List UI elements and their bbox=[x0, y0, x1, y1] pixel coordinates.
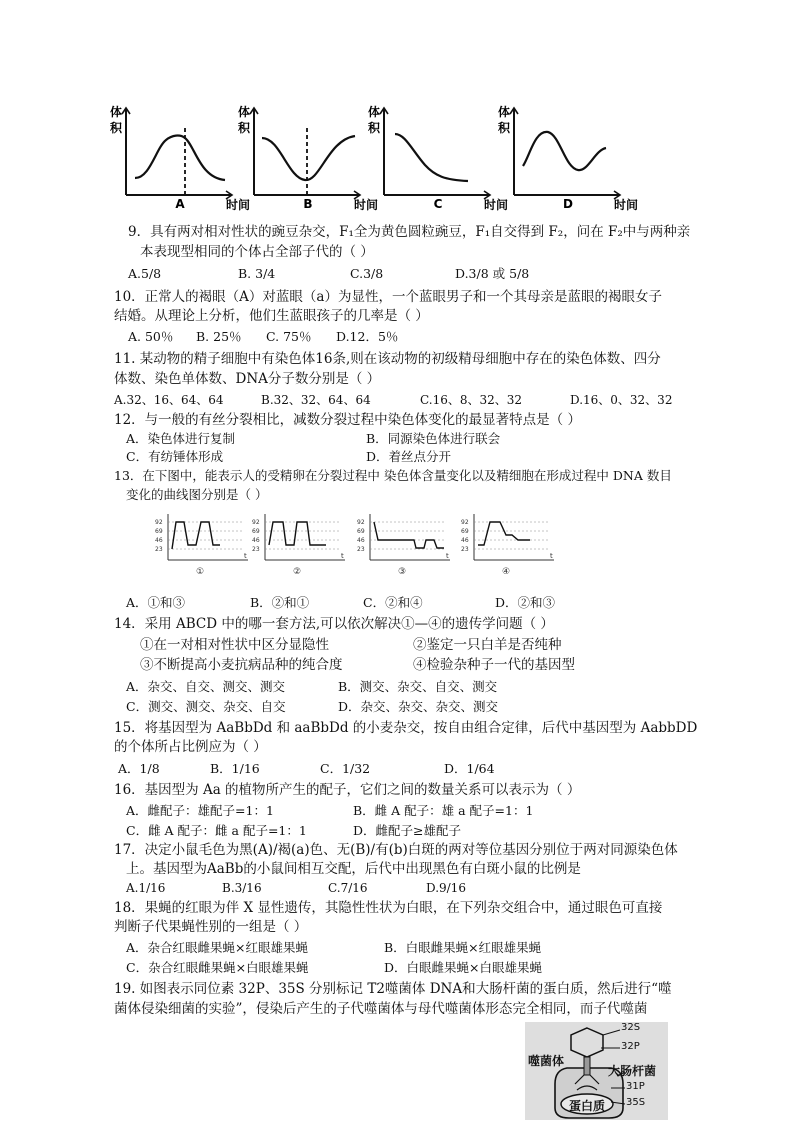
q13-option-a[interactable]: A．①和③ bbox=[126, 595, 186, 610]
q14-item-1: ①在一对相对性状中区分显隐性 bbox=[140, 637, 329, 653]
phage-figure bbox=[525, 1022, 668, 1120]
q16-option-d[interactable]: D．雌配子≥雄配子 bbox=[353, 823, 461, 838]
panel-label: D bbox=[563, 197, 573, 211]
t-axis-label: t bbox=[446, 552, 449, 560]
q13-curve bbox=[172, 522, 220, 549]
y-label-top: 体 bbox=[498, 105, 511, 119]
y-label-top: 体 bbox=[368, 105, 381, 119]
q13-curve bbox=[478, 522, 530, 545]
volume-curve bbox=[395, 134, 468, 181]
y-label-top: 体 bbox=[238, 105, 251, 119]
q11-option-b[interactable]: B.32、32、64、64 bbox=[261, 393, 371, 407]
q11-stem-2: 体数、染色单体数、DNA分子数分别是（ ） bbox=[114, 371, 381, 387]
y-tick-label: 23 bbox=[357, 546, 365, 553]
volume-curve bbox=[523, 132, 606, 170]
q17-option-c[interactable]: C.7/16 bbox=[328, 881, 368, 895]
y-tick-label: 92 bbox=[461, 519, 469, 526]
q13-stem-1: 13．在下图中，能表示人的受精卵在分裂过程中 染色体含量变化以及精细胞在形成过程中 DNA 数目 bbox=[114, 468, 672, 483]
q18-option-c[interactable]: C．杂合红眼雌果蝇×白眼雄果蝇 bbox=[126, 960, 309, 975]
q10-stem-2: 结婚。从理论上分析，他们生蓝眼孩子的几率是（ ） bbox=[114, 308, 429, 324]
x-axis-label: 时间 bbox=[354, 198, 379, 212]
q12-stem: 12．与一般的有丝分裂相比，减数分裂过程中染色体变化的最显著特点是（ ） bbox=[114, 412, 581, 428]
q12-option-c[interactable]: C．有纺锤体形成 bbox=[126, 449, 224, 464]
t-axis-label: t bbox=[244, 552, 247, 560]
x-axis-label: 时间 bbox=[614, 198, 639, 212]
y-tick-label: 92 bbox=[252, 519, 260, 526]
t-axis-label: t bbox=[550, 552, 553, 560]
q14-option-b[interactable]: B．测交、杂交、自交、测交 bbox=[338, 679, 498, 694]
x-axis-label: 时间 bbox=[484, 198, 509, 212]
y-label-bottom: 积 bbox=[498, 121, 511, 135]
q14-stem: 14．采用 ABCD 中的哪一套方法,可以依次解决①—④的遗传学问题（ ） bbox=[114, 616, 554, 632]
volume-graph-b bbox=[238, 104, 381, 212]
volume-curve bbox=[135, 136, 225, 180]
q19-stem-1: 19. 如图表示同位素 32P、35S 分别标记 T2噬菌体 DNA和大肠杆菌的蛋白质，然后进行“噬 bbox=[114, 981, 672, 997]
label-31p: 31P bbox=[626, 1081, 645, 1092]
q10-option-b[interactable]: B. 25％ bbox=[196, 329, 242, 344]
q9-option-d[interactable]: D.3/8 或 5/8 bbox=[455, 266, 530, 281]
q13-graph-4 bbox=[461, 514, 554, 577]
q15-option-c[interactable]: C．1/32 bbox=[320, 761, 371, 776]
q15-option-b[interactable]: B．1/16 bbox=[210, 761, 260, 776]
q10-option-c[interactable]: C. 75％ bbox=[266, 329, 312, 344]
q12-option-b[interactable]: B．同源染色体进行联会 bbox=[366, 431, 501, 446]
q15-stem-1: 15．将基因型为 AaBbDd 和 aaBbDd 的小麦杂交，按自由组合定律，后代中基因型为 AabbDD bbox=[114, 720, 698, 736]
q14-option-c[interactable]: C．测交、测交、杂交、自交 bbox=[126, 699, 286, 714]
q13-option-b[interactable]: B．②和① bbox=[250, 595, 310, 610]
graph-number-label: ② bbox=[292, 567, 302, 577]
y-label-bottom: 积 bbox=[368, 121, 381, 135]
q9-option-a[interactable]: A.5/8 bbox=[128, 266, 162, 281]
q17-stem-1: 17．决定小鼠毛色为黑(A)/褐(a)色、无(B)/有(b)白斑的两对等位基因分别位于两对同源染色体 bbox=[114, 842, 678, 858]
q14-item-2: ②鉴定一只白羊是否纯种 bbox=[413, 637, 562, 653]
q17-option-b[interactable]: B.3/16 bbox=[222, 881, 262, 895]
q18-option-a[interactable]: A．杂合红眼雌果蝇×红眼雄果蝇 bbox=[126, 940, 309, 955]
q15-stem-2: 的个体所占比例应为（ ） bbox=[114, 739, 267, 755]
q16-stem: 16．基因型为 Aa 的植物所产生的配子，它们之间的数量关系可以表示为（ ） bbox=[114, 782, 581, 798]
protein-label: 蛋白质 bbox=[569, 1099, 606, 1113]
q13-option-d[interactable]: D．②和③ bbox=[495, 595, 556, 610]
q13-option-c[interactable]: C．②和④ bbox=[363, 595, 423, 610]
panel-label: A bbox=[175, 197, 185, 211]
q13-curve bbox=[374, 522, 444, 548]
q13-stem-2: 变化的曲线图分别是（ ） bbox=[126, 487, 268, 502]
q13-graph-1 bbox=[155, 514, 248, 577]
q11-option-d[interactable]: D.16、0、32、32 bbox=[570, 393, 673, 407]
q10-stem-1: 10．正常人的褐眼（A）对蓝眼（a）为显性，一个蓝眼男子和一个其母亲是蓝眼的褐眼女子 bbox=[114, 289, 662, 305]
volume-graph-c bbox=[368, 104, 511, 212]
q18-stem-2: 判断子代果蝇性别的一组是（ ） bbox=[114, 919, 308, 935]
q18-option-d[interactable]: D．白眼雌果蝇×白眼雄果蝇 bbox=[384, 960, 542, 975]
q10-option-a[interactable]: A. 50％ bbox=[128, 329, 174, 344]
t-axis-label: t bbox=[341, 552, 344, 560]
phage-tail bbox=[584, 1057, 590, 1075]
q11-option-a[interactable]: A.32、16、64、64 bbox=[114, 393, 224, 407]
ecoli-label: 大肠杆菌 bbox=[608, 1064, 657, 1078]
q14-option-d[interactable]: D．杂交、杂交、杂交、测交 bbox=[338, 699, 499, 714]
graph-number-label: ③ bbox=[397, 567, 407, 577]
y-tick-label: 92 bbox=[155, 519, 163, 526]
y-tick-label: 46 bbox=[357, 537, 365, 544]
q14-item-3: ③不断提高小麦抗病品种的纯合度 bbox=[140, 657, 343, 673]
graph-number-label: ① bbox=[195, 567, 205, 577]
q9-option-c[interactable]: C.3/8 bbox=[350, 266, 384, 281]
q17-stem-2: 上。基因型为AaBb的小鼠间相互交配，后代中出现黑色有白斑小鼠的比例是 bbox=[126, 861, 581, 877]
volume-graphs bbox=[0, 100, 794, 215]
q16-option-a[interactable]: A．雌配子：雄配子=1：1 bbox=[126, 803, 274, 818]
q11-stem-1: 11. 某动物的精子细胞中有染色体16条,则在该动物的初级精母细胞中存在的染色体数、四分 bbox=[114, 351, 661, 367]
q10-option-d[interactable]: D.12．5％ bbox=[336, 329, 399, 344]
y-tick-label: 23 bbox=[155, 546, 163, 553]
q14-item-4: ④检验杂种子一代的基因型 bbox=[413, 657, 575, 673]
label-35s: 35S bbox=[626, 1097, 646, 1108]
y-label-bottom: 积 bbox=[110, 121, 123, 135]
q12-option-a[interactable]: A．染色体进行复制 bbox=[126, 431, 236, 446]
y-tick-label: 92 bbox=[357, 519, 365, 526]
phage-label: 噬菌体 bbox=[528, 1054, 565, 1068]
y-tick-label: 23 bbox=[252, 546, 260, 553]
q9-stem-2: 本表现型相同的个体占全部子代的（ ） bbox=[140, 244, 374, 260]
label-32s: 32S bbox=[621, 1022, 641, 1033]
y-tick-label: 46 bbox=[461, 537, 469, 544]
q17-option-a[interactable]: A.1/16 bbox=[126, 881, 166, 895]
q9-stem-1: 9．具有两对相对性状的豌豆杂交，F₁全为黄色圆粒豌豆，F₁自交得到 F₂，问在 F₂中与两种亲 bbox=[128, 224, 691, 240]
volume-graph-a bbox=[110, 104, 250, 212]
q15-option-a[interactable]: A．1/8 bbox=[118, 761, 160, 776]
panel-label: C bbox=[433, 197, 443, 211]
volume-graph-d bbox=[498, 104, 638, 212]
phage-head bbox=[571, 1028, 603, 1057]
y-tick-label: 23 bbox=[461, 546, 469, 553]
q18-stem-1: 18．果蝇的红眼为伴 X 显性遗传，其隐性性状为白眼，在下列杂交组合中，通过眼色可直接 bbox=[114, 900, 663, 916]
q16-option-c[interactable]: C．雌 A 配子：雌 a 配子=1：1 bbox=[126, 823, 307, 838]
q14-option-a[interactable]: A．杂交、自交、测交、测交 bbox=[126, 679, 286, 694]
graph-number-label: ④ bbox=[501, 567, 511, 577]
y-tick-label: 46 bbox=[252, 537, 260, 544]
y-tick-label: 69 bbox=[461, 528, 469, 535]
q13-graph-3 bbox=[357, 514, 450, 577]
x-axis-label: 时间 bbox=[226, 198, 251, 212]
y-tick-label: 46 bbox=[155, 537, 163, 544]
panel-label: B bbox=[303, 197, 313, 211]
q9-option-b[interactable]: B. 3/4 bbox=[238, 266, 276, 281]
y-tick-label: 69 bbox=[252, 528, 260, 535]
q15-option-d[interactable]: D．1/64 bbox=[444, 761, 495, 776]
q17-option-d[interactable]: D.9/16 bbox=[426, 881, 466, 895]
y-label-bottom: 积 bbox=[238, 121, 251, 135]
label-32p: 32P bbox=[621, 1041, 640, 1052]
q12-option-d[interactable]: D．着丝点分开 bbox=[366, 449, 452, 464]
volume-curve bbox=[262, 136, 355, 180]
q13-curve bbox=[269, 522, 326, 545]
y-label-top: 体 bbox=[110, 105, 123, 119]
q16-option-b[interactable]: B．雌 A 配子：雄 a 配子=1：1 bbox=[353, 803, 534, 818]
y-tick-label: 69 bbox=[155, 528, 163, 535]
q19-stem-2: 菌体侵染细菌的实验”，侵染后产生的子代噬菌体与母代噬菌体形态完全相同，而子代噬菌 bbox=[114, 1001, 648, 1017]
q13-graphs bbox=[0, 510, 794, 585]
q13-graph-2 bbox=[252, 514, 345, 577]
y-tick-label: 69 bbox=[357, 528, 365, 535]
q18-option-b[interactable]: B．白眼雌果蝇×红眼雄果蝇 bbox=[384, 940, 542, 955]
q11-option-c[interactable]: C.16、8、32、32 bbox=[420, 393, 523, 407]
